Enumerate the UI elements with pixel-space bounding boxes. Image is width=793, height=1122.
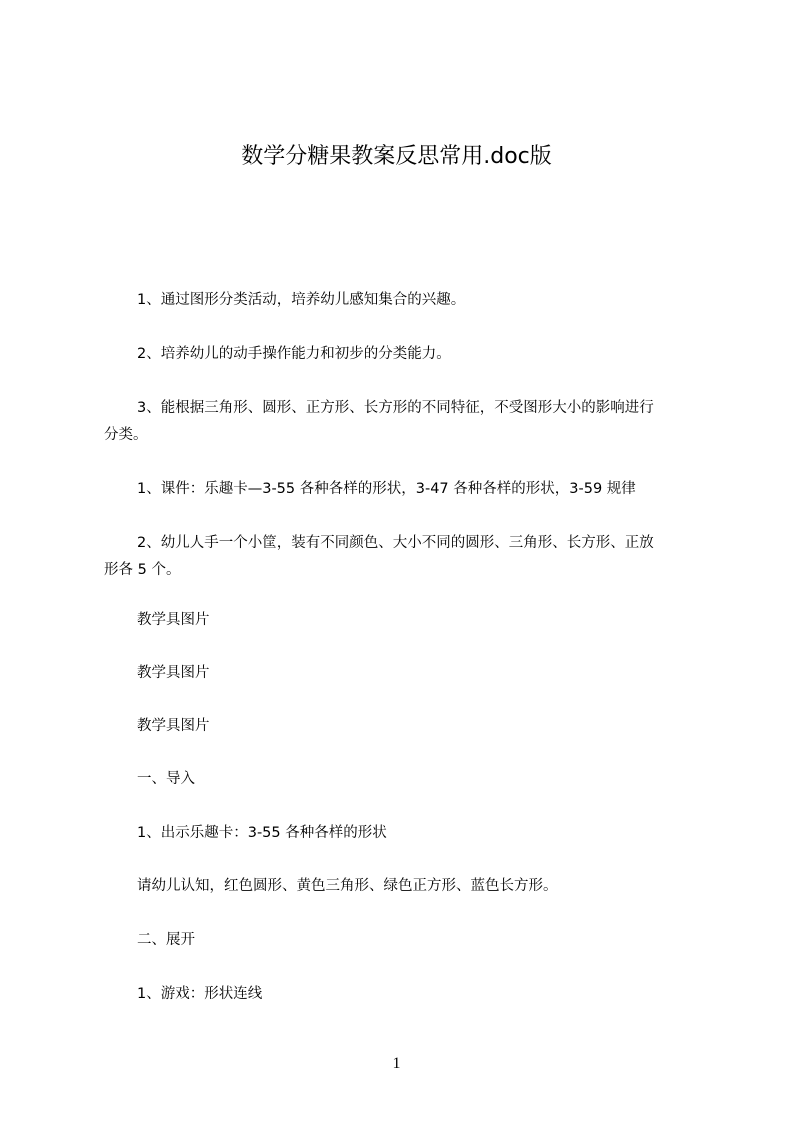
paragraph-line: 1、课件：乐趣卡—3-55 各种各样的形状，3-47 各种各样的形状，3-59 规律: [137, 481, 636, 497]
document-title: 数学分糖果教案反思常用.doc版: [241, 144, 552, 169]
paragraph-line: 形各 5 个。: [104, 562, 181, 578]
paragraph-line: 分类。: [104, 427, 148, 443]
paragraph: [104, 476, 636, 503]
paragraph-line: 1、出示乐趣卡：3-55 各种各样的形状: [137, 825, 387, 841]
paragraph-line: 二、展开: [137, 932, 195, 948]
paragraph-line: 教学具图片: [137, 665, 210, 681]
paragraph: [104, 713, 210, 740]
section-heading: [104, 927, 195, 954]
paragraph: [104, 395, 654, 449]
paragraph-line: 1、通过图形分类活动，培养幼儿感知集合的兴趣。: [137, 292, 466, 308]
paragraph: [104, 873, 558, 900]
paragraph-line: 3、能根据三角形、圆形、正方形、长方形的不同特征，不受图形大小的影响进行: [137, 400, 654, 416]
paragraph-line: 教学具图片: [137, 718, 210, 734]
paragraph: [104, 607, 210, 634]
paragraph: [104, 287, 465, 314]
paragraph: [104, 660, 210, 687]
paragraph-line: 1、游戏：形状连线: [137, 986, 263, 1002]
paragraph: [104, 341, 451, 368]
paragraph: [104, 981, 262, 1008]
paragraph: [104, 820, 387, 847]
paragraph-line: 一、导入: [137, 771, 195, 787]
paragraph-line: 请幼儿认知，红色圆形、黄色三角形、绿色正方形、蓝色长方形。: [137, 878, 558, 894]
paragraph-line: 教学具图片: [137, 612, 210, 628]
section-heading: [104, 766, 195, 793]
paragraph-line: 2、培养幼儿的动手操作能力和初步的分类能力。: [137, 346, 451, 362]
paragraph: [104, 530, 654, 584]
paragraph-line: 2、幼儿人手一个小筐，装有不同颜色、大小不同的圆形、三角形、长方形、正放: [137, 535, 654, 551]
page-number: 1: [392, 1055, 401, 1072]
